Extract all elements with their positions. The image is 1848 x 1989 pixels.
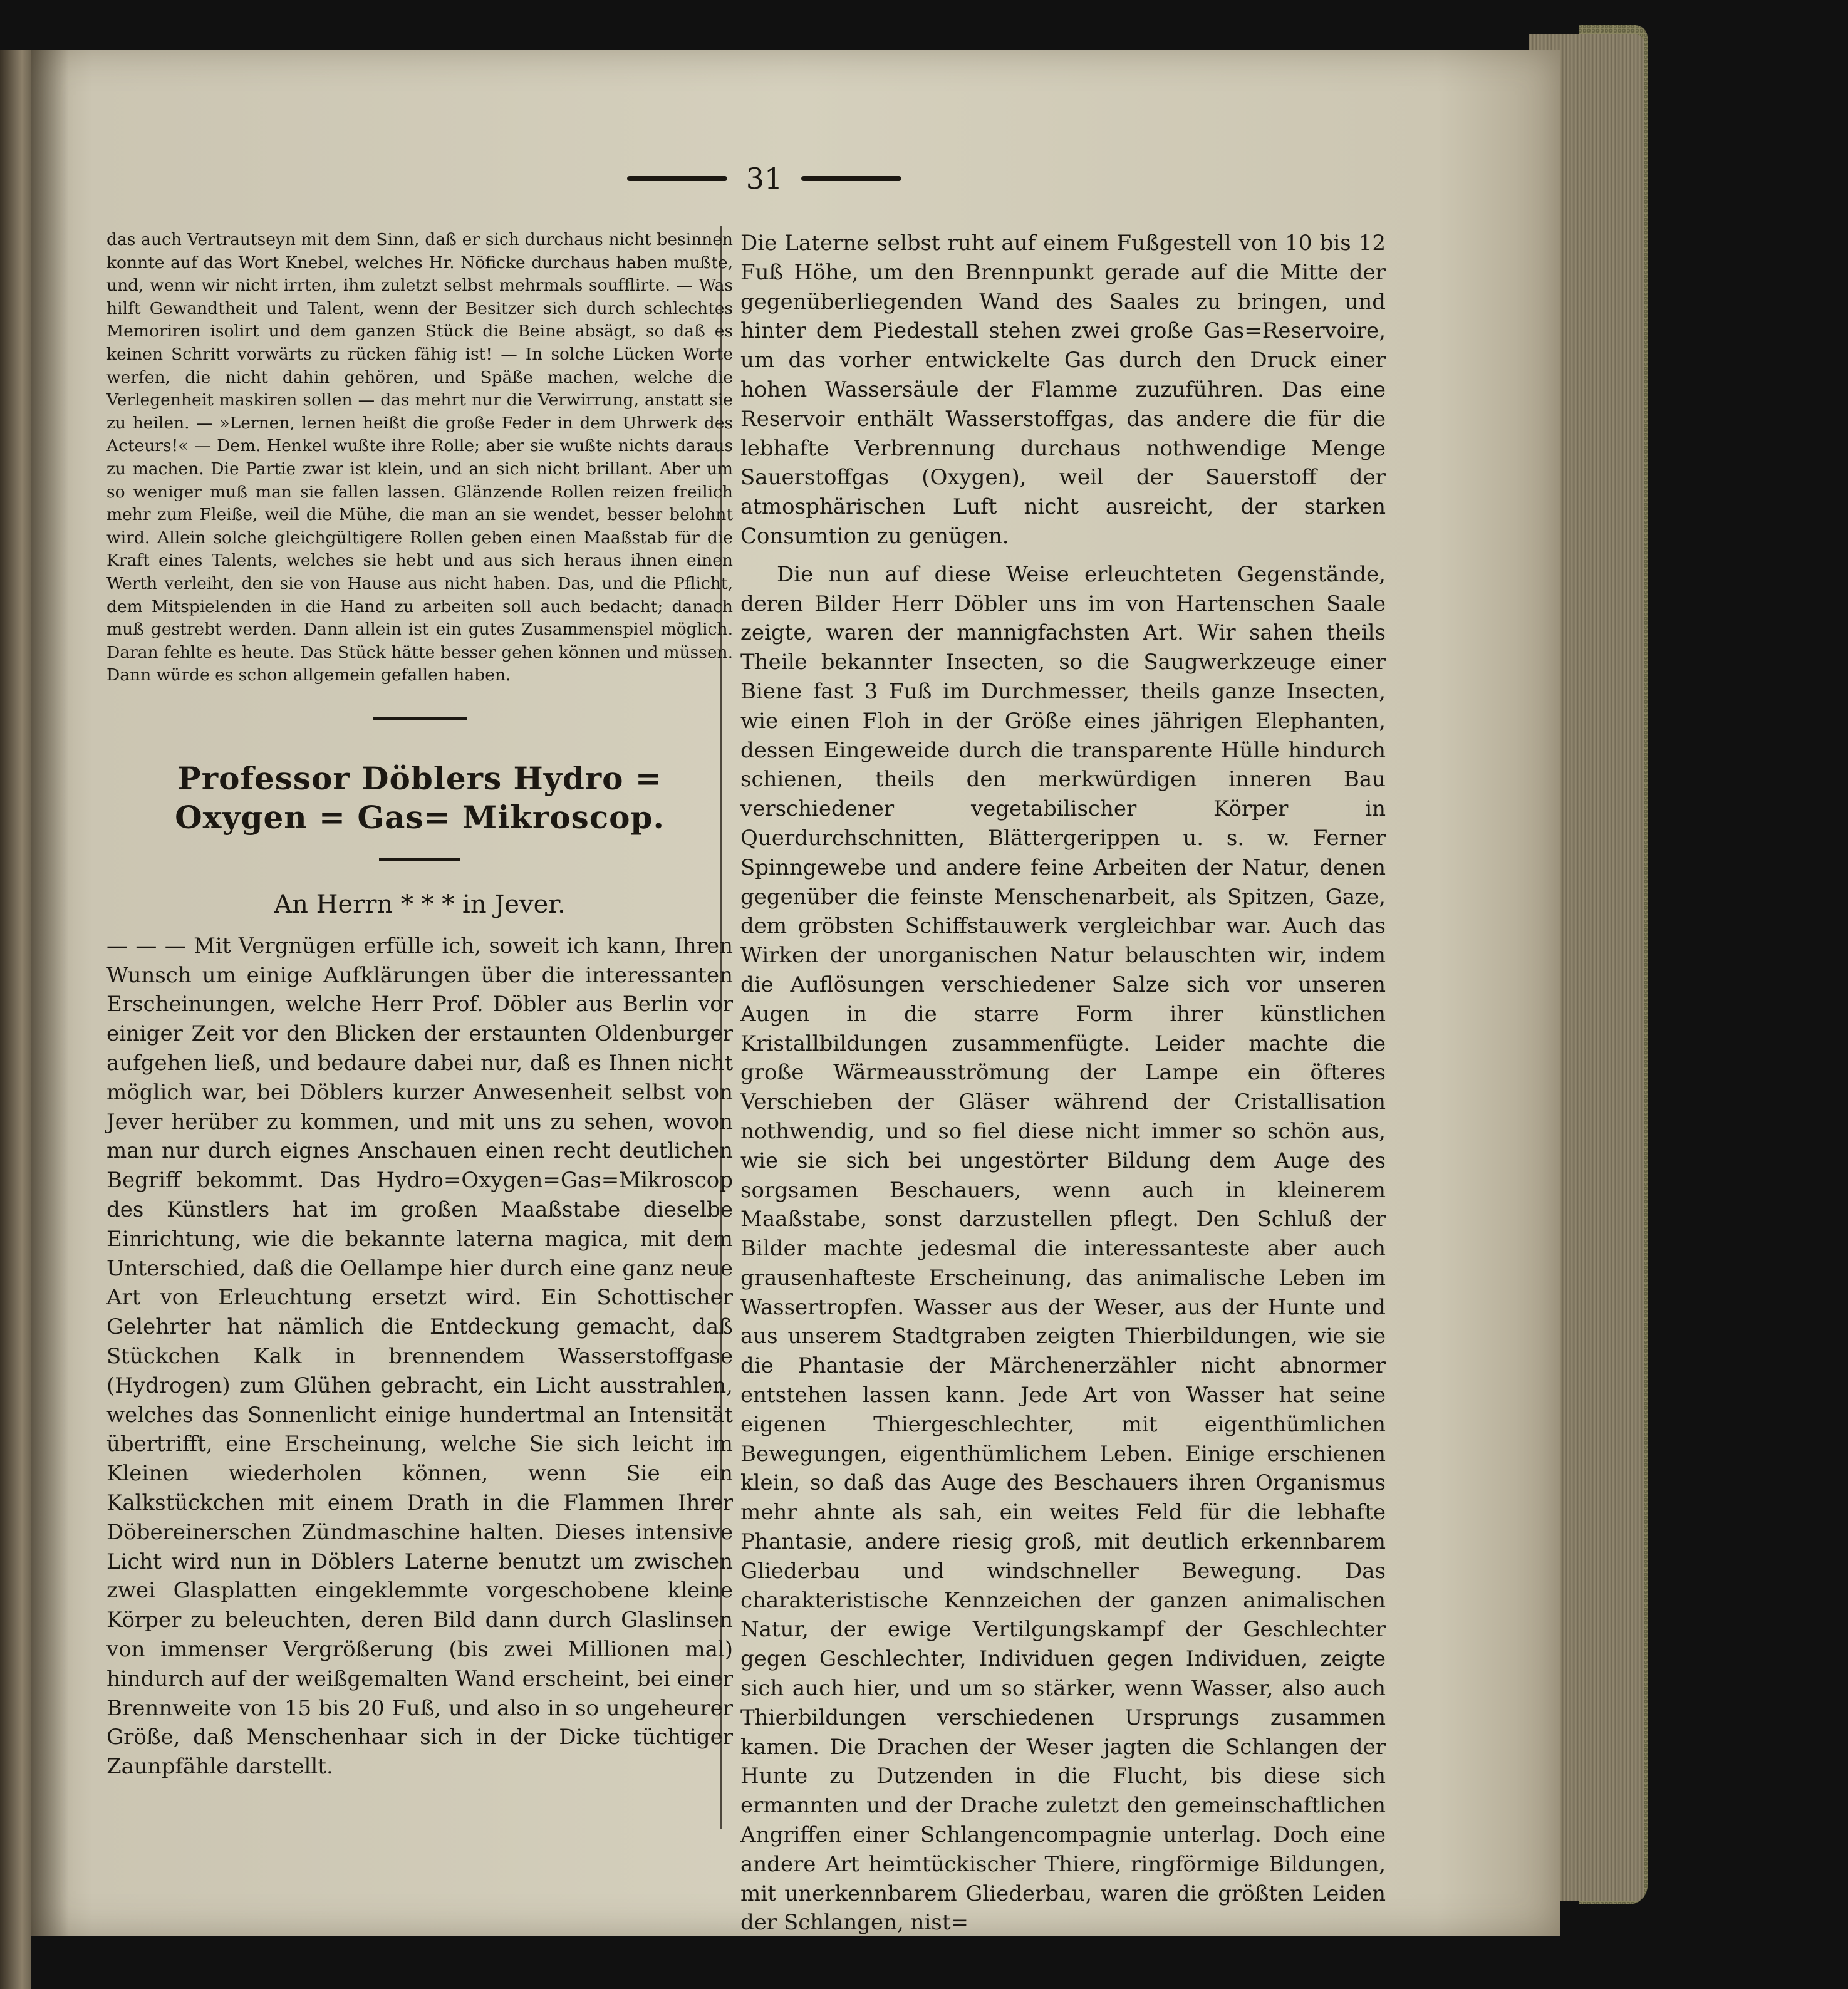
page-number: 31 [745, 162, 783, 195]
right-paragraph-2: Die nun auf diese Weise erleuchteten Gegenstände, deren Bilder Herr Döbler uns im von Hartenschen Saale zeigte, waren der mannigfachsten Art. Wir sahen theils Theile bekannter Insecten, so die Saugwerkzeuge einer Biene fast 3 Fuß im Durchmesser, theils ganze Insecten, wie einen Floh in der Größe eines jährigen Elephanten, dessen Eingeweide durch die transparente Hülle hindurch schienen, theils den merkwürdigen inneren Bau verschiedener vegetabilischer Körper in Querdurchschnitten, Blättergerippen u. s. w. Ferner Spinngewebe und andere feine Arbeiten der Natur, denen gegenüber die feinste Menschenarbeit, als Spitzen, Gaze, dem gröbsten Schiffstauwerk vergleichbar war. Auch das Wirken der unorganischen Natur belauschten wir, indem die Auflösungen verschiedener Salze sich vor unseren Augen in die starre Form ihrer künstlichen Kristallbildungen zusammenfügte. Leider machte die große Wärmeausströmung der Lampe ein öfteres Verschieben der Gläser während der Cristallisation nothwendig, und so fiel diese nicht immer so schön aus, wie sie sich bei ungestörter Bildung dem Auge des sorgsamen Beschauers, wenn auch in kleinerem Maaßstabe, sonst darzustellen pflegt. Den Schluß der Bilder machte jedesmal die interessanteste aber auch grausenhafteste Erscheinung, das animalische Leben im Wassertropfen. Wasser aus der Weser, aus der Hunte und aus unserem Stadtgraben zeigten Thierbildungen, wie sie die Phantasie der Märchenerzähler nicht abnormer entstehen lassen kann. Jede Art von Wasser hat seine eigenen Thiergeschlechter, mit eigenthümlichen Bewegungen, eigenthümlichem Leben. Einige erschienen klein, so daß das Auge des Beschauers ihren Organismus mehr ahnte als sah, ein weites Feld für die lebhafte Phantasie, andere riesig groß, mit deutlich erkennbarem Gliederbau und windschneller Bewegung. Das charakteristische Kennzeichen der ganzen animalischen Natur, der ewige Vertilgungskampf der Geschlechter gegen Geschlechter, Individuen gegen Individuen, zeigte sich auch hier, und um so stärker, wenn Wasser, also auch Thierbildungen verschiedenen Ursprungs zusammen kamen. Die Drachen der Weser jagten die Schlangen der Hunte zu Dutzenden in die Flucht, bis diese sich ermannten und der Drache zuletzt den gemeinschaftlichen Angriffen einer Schlangencompagnie unterlag. Doch eine andere Art heimtückischer Thiere, ringförmige Bildungen, mit unerkennbarem Gliederbau, waren die größten Leiden der Schlangen, nist= [740, 561, 1386, 1936]
letter-salutation: An Herrn * * * in Jever. [274, 890, 566, 919]
left-page-edge [0, 50, 31, 1989]
left-column [106, 229, 733, 1782]
right-column [740, 229, 1386, 1938]
section-separator [373, 717, 467, 720]
title-separator [379, 858, 460, 861]
article-text: — — — Mit Vergnügen erfülle ich, soweit ich kann, Ihren Wunsch um einige Aufklärungen über die interessanten Erscheinungen, welche Herr Prof. Döbler aus Berlin vor einiger Zeit vor den Blicken der erstaunten Oldenburger aufgehen ließ, und bedaure dabei nur, daß es Ihnen nicht möglich war, bei Döblers kurzer Anwesenheit selbst von Jever herüber zu kommen, und mit uns zu sehen, wovon man nur durch eignes Anschauen einen recht deutlichen Begriff bekommt. Das Hydro=Oxygen=Gas=Mikroscop des Künstlers hat im großen Maaßstabe dieselbe Einrichtung, wie die bekannte laterna magica, mit dem Unterschied, daß die Oellampe hier durch eine ganz neue Art von Erleuchtung ersetzt wird. Ein Schottischer Gelehrter hat nämlich die Entdeckung gemacht, daß Stückchen Kalk in brennendem Wasserstoffgase (Hydrogen) zum Glühen gebracht, ein Licht ausstrahlen, welches das Sonnenlicht einige hundertmal an Intensität übertrifft, eine Erscheinung, welche Sie sich leicht im Kleinen wiederholen können, wenn Sie ein Kalkstückchen mit einem Drath in die Flammen Ihrer Döbereinerschen Zündmaschine halten. Dieses intensive Licht wird nun in Döblers Laterne benutzt um zwischen zwei Glasplatten eingeklemmte vorgeschobene kleine Körper zu beleuchten, deren Bild dann durch Glaslinsen von immenser Vergrößerung (bis zwei Millionen mal) hindurch auf der weißgemalten Wand erscheint, bei einer Brennweite von 15 bis 20 Fuß, und also in so ungeheurer Größe, daß Menschenhaar sich in der Dicke tüchtiger Zaunpfähle darstellt. [106, 933, 733, 1780]
header-ornament-right [801, 176, 901, 181]
continued-review-text: das auch Vertrautseyn mit dem Sinn, daß er sich durchaus nicht besinnen konnte auf das Wort Knebel, welches Hr. Nöficke durchaus haben mußte, und, wenn wir nicht irrten, ihm zuletzt selbst mehrmals soufflirte. — Was hilft Gewandtheit und Talent, wenn der Besitzer sich durch schlechtes Memoriren isolirt und dem ganzen Stück die Beine absägt, so daß es keinen Schritt vorwärts zu rücken fähig ist! — In solche Lücken Worte werfen, die nicht dahin gehören, und Späße machen, welche die Verlegenheit maskiren sollen — das mehrt nur die Verwirrung, anstatt sie zu heilen. — »Lernen, lernen heißt die große Feder in dem Uhrwerk des Acteurs!« — Dem. Henkel wußte ihre Rolle; aber sie wußte nichts daraus zu machen. Die Partie zwar ist klein, und an sich nicht brillant. Aber um so weniger muß man sie fallen lassen. Glänzende Rollen reizen freilich mehr zum Fleiße, weil die Mühe, die man an sie wendet, besser belohnt wird. Allein solche gleichgültigere Rollen geben einen Maaßstab für die Kraft eines Talents, welches sie hebt und aus sich heraus ihnen einen Werth verleiht, den sie von Hause aus nicht haben. Das, und die Pflicht, dem Mitspielenden in die Hand zu arbeiten soll auch bedacht; danach muß gestrebt werden. Dann allein ist ein gutes Zusammenspiel möglich. Daran fehlte es heute. Das Stück hätte besser gehen können und müssen. Dann würde es schon allgemein gefallen haben. [106, 230, 733, 685]
right-paragraph-1: Die Laterne selbst ruht auf einem Fußgestell von 10 bis 12 Fuß Höhe, um den Brennpunkt gerade auf die Mitte der gegenüberliegenden Wand des Saales zu bringen, und hinter dem Piedestall stehen zwei große Gas=Reservoire, um das vorher entwickelte Gas durch den Druck einer hohen Wassersäule der Flamme zuzuführen. Das eine Reservoir enthält Wasserstoffgas, das andere die für die lebhafte Verbrennung durchaus nothwendige Menge Sauerstoffgas (Oxygen), weil der Sauerstoff der atmosphärischen Luft nicht ausreicht, der starken Consumtion zu genügen. [740, 231, 1386, 549]
page-header [601, 150, 927, 207]
article-title: Professor Döblers Hydro = Oxygen = Gas= Mikroscop. [175, 759, 665, 836]
header-ornament-left [627, 176, 727, 181]
gutter-shadow [31, 50, 69, 1936]
